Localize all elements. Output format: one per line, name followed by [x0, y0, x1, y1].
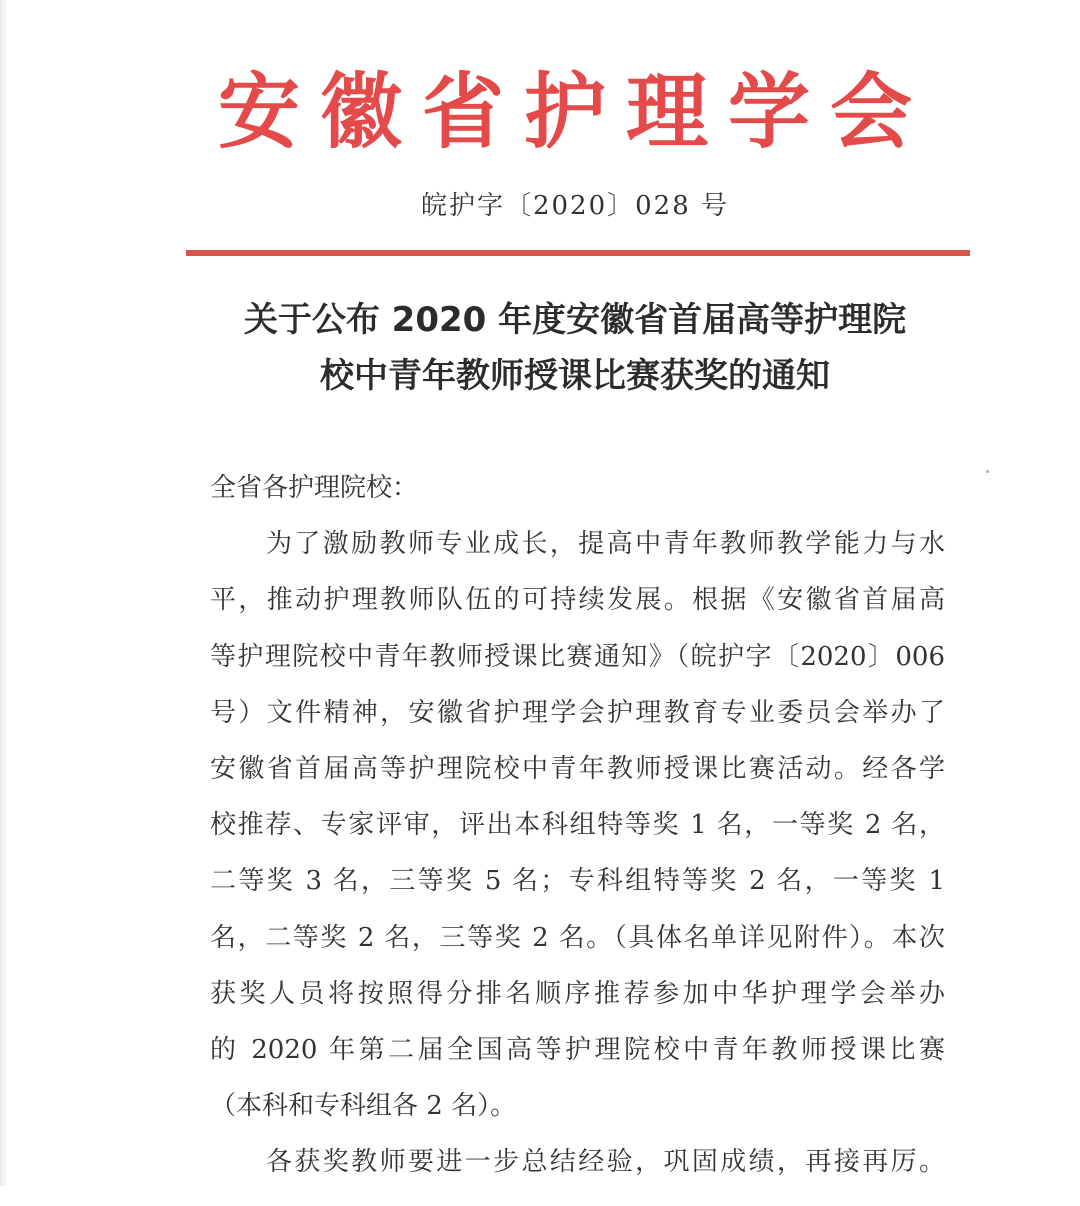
salutation: 全省各护理院校：	[210, 473, 419, 503]
body-line: 安徽省首届高等护理院校中青年教师授课比赛活动。经各学	[210, 753, 945, 784]
scan-speck	[986, 470, 989, 473]
body-line: 各获奖教师要进一步总结经验，巩固成绩，再接再厉。	[266, 1147, 945, 1178]
notice-title-line-2: 校中青年教师授课比赛获奖的通知	[320, 356, 830, 396]
page-left-edge	[0, 0, 7, 1206]
red-divider-line	[186, 250, 970, 256]
notice-body	[210, 460, 945, 1190]
body-line: 等护理院校中青年教师授课比赛通知》（皖护字〔2020〕006	[210, 641, 945, 672]
organization-header: 安徽省护理学会	[217, 65, 932, 160]
body-line: 二等奖 3 名，三等奖 5 名；专科组特等奖 2 名，一等奖 1	[210, 866, 945, 897]
body-line: 平，推动护理教师队伍的可持续发展。根据《安徽省首届高	[210, 585, 945, 616]
notice-title-line-1: 关于公布 2020 年度安徽省首届高等护理院	[243, 300, 907, 340]
body-line: 名，二等奖 2 名，三等奖 2 名。（具体名单详见附件）。本次	[210, 922, 945, 953]
document-number: 皖护字〔2020〕028 号	[420, 191, 730, 221]
notice-title	[190, 292, 960, 404]
body-line: 获奖人员将按照得分排名顺序推荐参加中华护理学会举办	[210, 978, 945, 1009]
body-line: 的 2020 年第二届全国高等护理院校中青年教师授课比赛	[210, 1034, 945, 1065]
page-bottom-edge	[0, 1186, 1080, 1206]
body-line: 号）文件精神，安徽省护理学会护理教育专业委员会举办了	[210, 697, 945, 728]
body-line: （本科和专科组各 2 名）。	[210, 1091, 517, 1122]
body-line: 为了激励教师专业成长，提高中青年教师教学能力与水	[266, 529, 945, 560]
body-line: 校推荐、专家评审，评出本科组特等奖 1 名，一等奖 2 名，	[210, 810, 945, 841]
